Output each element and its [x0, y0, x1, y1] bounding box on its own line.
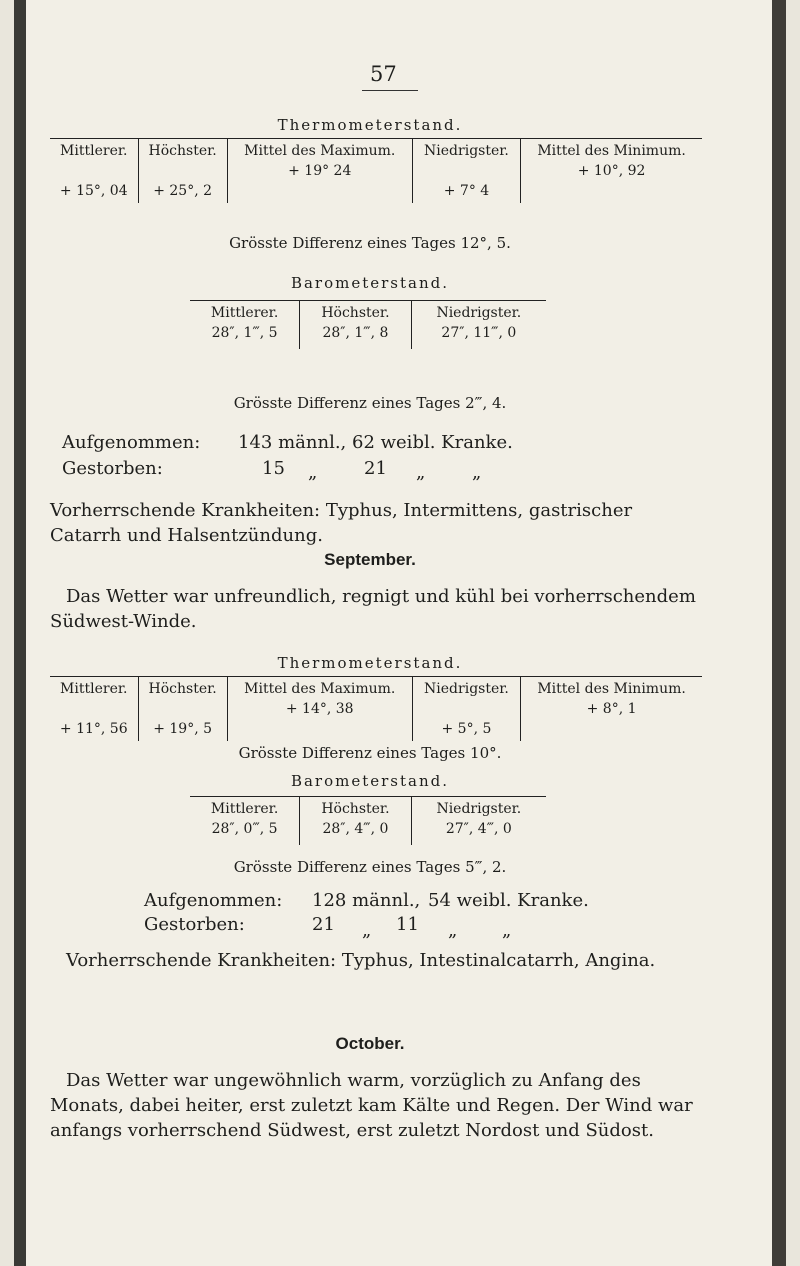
thermo-cell: Mittel des Minimum. + 10°, 92	[521, 139, 702, 204]
died-label-september: Gestorben:	[144, 914, 245, 935]
ditto-mark: „	[502, 920, 512, 941]
admitted-label-september: Aufgenommen:	[144, 890, 283, 911]
page-binding-edge	[14, 0, 26, 1266]
died-male-september: 21	[312, 914, 335, 935]
thermo-cell: Mittlerer. + 11°, 56	[59, 681, 128, 737]
page-right-edge	[772, 0, 786, 1266]
admitted-male-august: 143 männl.,	[238, 432, 347, 453]
died-female-september: 11	[396, 914, 419, 935]
thermo-cell: Mittlerer. + 15°, 04	[59, 143, 128, 199]
thermo-cell: Mittel des Maximum. + 14°, 38	[227, 677, 412, 742]
weather-september: Das Wetter war unfreundlich, regnigt und kühl bei vorherrschendem Südwest-Winde.	[50, 586, 696, 632]
baro-diff-august: Grösste Differenz eines Tages 2‴, 4.	[233, 394, 507, 412]
thermo-title-september: Thermometerstand.	[277, 654, 463, 672]
baro-cell: Mittlerer. 28″, 0‴, 5	[210, 801, 279, 837]
thermo-cell: Niedrigster. + 7° 4	[412, 139, 520, 204]
diseases-september: Vorherrschende Krankheiten: Typhus, Intestinalcatarrh, Angina.	[66, 950, 656, 971]
thermo-cell: Mittel des Maximum. + 19° 24	[227, 139, 412, 204]
thermo-cell: Mittel des Minimum. + 8°, 1	[521, 677, 702, 742]
thermo-table-august	[50, 138, 702, 203]
diseases-august: Vorherrschende Krankheiten: Typhus, Intermittens, gastrischer Catarrh und Halsentzündung.	[50, 500, 633, 546]
ditto-mark: „	[448, 920, 458, 941]
thermo-cell: Höchster. + 25°, 2	[138, 139, 227, 204]
died-female-august: 21	[364, 458, 387, 479]
baro-cell: Niedrigster. 27″, 4‴, 0	[411, 797, 546, 846]
ditto-mark: „	[362, 920, 372, 941]
baro-title-september: Barometerstand.	[290, 772, 450, 790]
baro-title-august: Barometerstand.	[290, 274, 450, 292]
baro-diff-september: Grösste Differenz eines Tages 5‴, 2.	[233, 858, 507, 876]
thermo-diff-august: Grösste Differenz eines Tages 12°, 5.	[229, 234, 511, 252]
baro-cell: Niedrigster. 27″, 11‴, 0	[411, 301, 546, 350]
thermo-cell: Niedrigster. + 5°, 5	[412, 677, 520, 742]
baro-table-september	[190, 796, 546, 845]
book-page	[14, 0, 786, 1266]
baro-table-august	[190, 300, 546, 349]
admitted-male-september: 128 männl.,	[312, 890, 421, 911]
baro-cell: Höchster. 28″, 4‴, 0	[300, 797, 412, 846]
baro-cell: Mittlerer. 28″, 1‴, 5	[210, 305, 279, 341]
thermo-title-august: Thermometerstand.	[277, 116, 463, 134]
thermo-cell: Höchster. + 19°, 5	[138, 677, 227, 742]
weather-october: Das Wetter war ungewöhnlich warm, vorzüglich zu Anfang des Monats, dabei heiter, erst zuletzt kam Kälte und Regen. Der Wind war anfangs vorherrschend Südwest, erst zuletzt Nordost und Südost.	[50, 1070, 693, 1141]
ditto-mark: „	[416, 462, 426, 483]
page-number-rule	[362, 90, 418, 91]
died-label-august: Gestorben:	[62, 458, 163, 479]
baro-cell: Höchster. 28″, 1‴, 8	[300, 301, 412, 350]
admitted-female-august: 62 weibl. Kranke.	[352, 432, 513, 453]
month-title-october: October.	[335, 1034, 405, 1053]
ditto-mark: „	[472, 462, 482, 483]
thermo-diff-september: Grösste Differenz eines Tages 10°.	[238, 744, 502, 762]
page-number: 57	[370, 62, 397, 86]
thermo-table-september	[50, 676, 702, 741]
ditto-mark: „	[308, 462, 318, 483]
died-male-august: 15	[262, 458, 285, 479]
month-title-september: September.	[324, 550, 416, 569]
admitted-female-september: 54 weibl. Kranke.	[428, 890, 589, 911]
admitted-label-august: Aufgenommen:	[62, 432, 201, 453]
